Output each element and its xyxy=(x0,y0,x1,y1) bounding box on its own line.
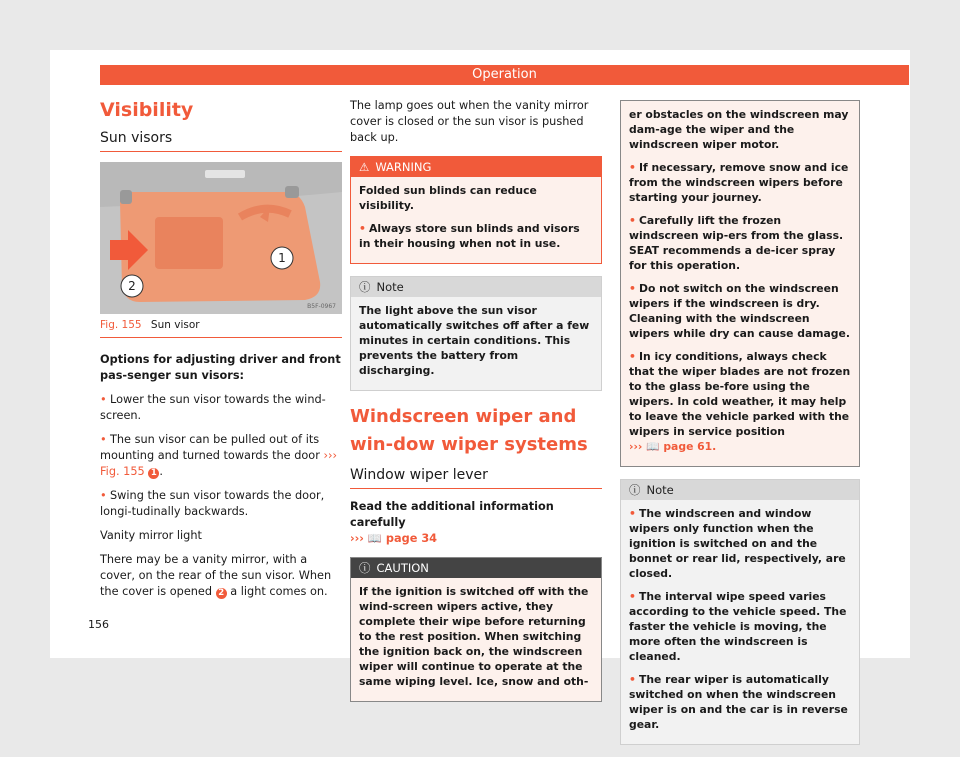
warning-header: ⚠ WARNING xyxy=(351,157,601,177)
section-title-wipers: Windscreen wiper and win-dow wiper systems xyxy=(350,406,588,455)
info-icon: ⓘ xyxy=(359,280,371,294)
note-box-wipers xyxy=(620,479,860,745)
sun-visor-figure xyxy=(100,162,342,314)
note-bullet: • The windscreen and window wipers only function when the ignition is switched on and the bonnet or rear lid, respectively, are closed. xyxy=(629,507,846,580)
subsection-title-wiper-lever: Window wiper lever xyxy=(350,467,602,489)
column-1 xyxy=(100,98,342,608)
caution-bullet: • In icy conditions, always check that the wiper blades are not frozen to the glass be-fore using the wipers. In cold weather, it may help to leave the vehicle parked with the wipers in service position ››› 📖 page 61. xyxy=(629,350,851,453)
caution-body: If the ignition is switched off with the wind-screen wipers active, they complete their wipe before returning to the rest position. When switching the ignition back on, the windscreen wiper will continue to operate at the same wiping level. Ice, snow and oth- xyxy=(351,578,601,701)
caution-box xyxy=(350,557,602,702)
chapter-header: Operation xyxy=(100,65,909,85)
bullet-swing-visor: • Swing the sun visor towards the door, longi-tudinally backwards. xyxy=(100,489,325,518)
book-icon: 📖 xyxy=(367,532,382,545)
page xyxy=(50,50,910,731)
figure-caption-text: Sun visor xyxy=(150,319,200,331)
caution-bullet: • If necessary, remove snow and ice from the windscreen wipers before starting your journey. xyxy=(629,161,849,204)
warning-box xyxy=(350,156,602,264)
figure-code: B5F-0967 xyxy=(307,303,336,310)
book-icon: 📖 xyxy=(646,440,660,453)
note-body: The light above the sun visor automatically switches off after a few minutes in certain conditions. This prevents the battery from discharging. xyxy=(351,297,601,390)
info-icon: ⓘ xyxy=(629,483,641,497)
caution-header: ⓘ CAUTION xyxy=(351,558,601,578)
note-body xyxy=(621,500,859,744)
note-box xyxy=(350,276,602,391)
options-intro: Options for adjusting driver and front pas-senger sun visors: xyxy=(100,353,341,382)
callout-2: 2 xyxy=(128,279,136,293)
page-34-link[interactable]: ››› 📖 page 34 xyxy=(350,532,438,545)
callout-1: 1 xyxy=(278,251,286,265)
note-header: ⓘ Note xyxy=(351,277,601,297)
bullet-lower-visor: • Lower the sun visor towards the wind-screen. xyxy=(100,393,326,422)
subsection-title-sun-visors: Sun visors xyxy=(100,130,342,152)
page-number: 156 xyxy=(88,618,109,631)
note-bullet: • The rear wiper is automatically switched on when the windscreen wiper is on and the car is in reverse gear. xyxy=(629,673,848,731)
note-bullet: • The interval wipe speed varies according to the vehicle speed. The faster the vehicle is moving, the more often the windscreen is cleaned. xyxy=(629,590,847,663)
warning-body: Folded sun blinds can reduce visibility. • Always store sun blinds and visors in their housing when not in use. xyxy=(351,177,601,263)
sun-visor-illustration xyxy=(100,162,342,314)
vanity-mirror-text: There may be a vanity mirror, with a cover, on the rear of the sun visor. When the cover is opened 2 a light comes on. xyxy=(100,553,332,598)
lamp-text: The lamp goes out when the vanity mirror cover is closed or the sun visor is pushed back up. xyxy=(350,99,589,144)
note-header: ⓘ Note xyxy=(621,480,859,500)
figure-label: Fig. 155 xyxy=(100,319,142,331)
figure-caption xyxy=(100,314,342,338)
caution-icon: ⓘ xyxy=(359,561,371,575)
bullet-pull-out-visor: • The sun visor can be pulled out of its mounting and turned towards the door ››› Fig. 155 1 . xyxy=(100,433,337,478)
warning-icon: ⚠ xyxy=(359,160,370,174)
caution-continued-body: er obstacles on the windscreen may dam-age the wiper and the windscreen wiper motor. • If necessary, remove snow and ice from the windscreen wipers before starting your journey. • Carefully lift the frozen windscreen wip-ers from the glass. SEAT recommends a de-icer spray for this operation. • Do not switch on the windscreen wipers if the windscreen is dry. Cleaning with the windscreen wipers while dry can cause damage. • In icy conditions, always check that the wiper blades are not frozen to the glass be-fore using the wipers. In cold weather, it may help to leave the vehicle parked with the wipers in service position ››› 📖 page 61. xyxy=(621,101,859,466)
column-2 xyxy=(350,98,602,714)
read-info: Read the additional information carefully ››› 📖 page 34 xyxy=(350,500,554,545)
section-title-visibility: Visibility xyxy=(100,99,194,121)
caution-bullet: • Carefully lift the frozen windscreen wip-ers from the glass. SEAT recommends a de-icer spray for this operation. xyxy=(629,214,844,272)
caution-box-continued xyxy=(620,100,860,467)
callout-badge-1: 1 xyxy=(148,468,159,479)
callout-badge-2: 2 xyxy=(216,588,227,599)
caution-bullet: • Do not switch on the windscreen wipers if the windscreen is dry. Cleaning with the windscreen wipers while dry can cause damage. xyxy=(629,282,850,340)
column-3 xyxy=(620,100,860,757)
vanity-mirror-heading: Vanity mirror light xyxy=(100,529,202,542)
figure-reference-link[interactable]: ››› Fig. 155 xyxy=(100,449,337,478)
page-61-link[interactable]: ››› 📖 page 61. xyxy=(629,440,717,453)
